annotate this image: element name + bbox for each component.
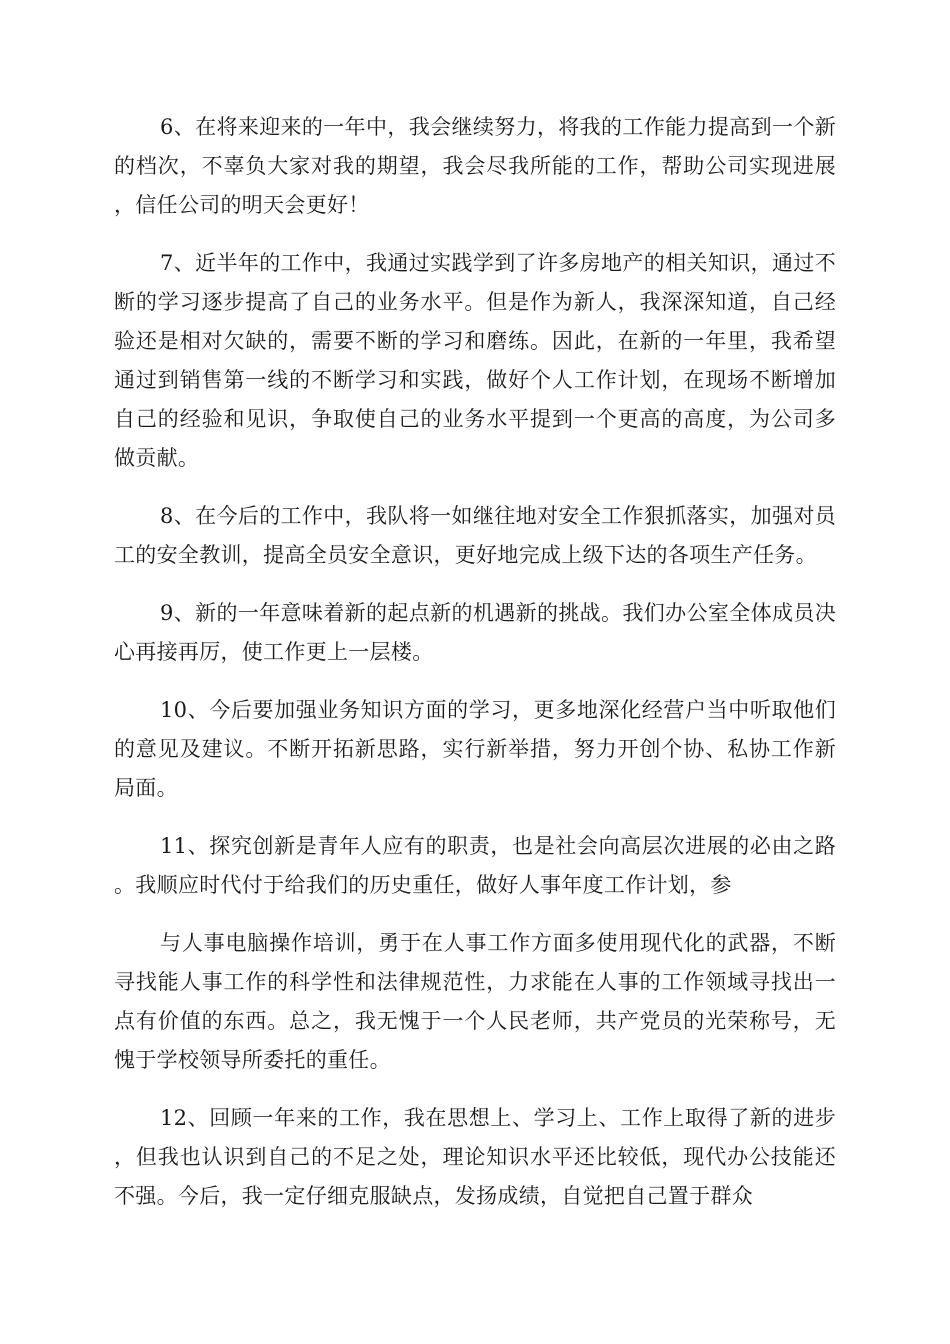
paragraph-10: 10、今后要加强业务知识方面的学习，更多地深化经营户当中听取他们的意见及建议。不断开拓新思路，实行新举措，努力开创个协、私协工作新局面。 <box>114 698 836 800</box>
paragraph-7: 7、近半年的工作中，我通过实践学到了许多房地产的相关知识，通过不断的学习逐步提高了自己的业务水平。但是作为新人，我深深知道，自己经验还是相对欠缺的，需要不断的学习和磨练。因此，在新的一年里，我希望通过到销售第一线的不断学习和实践，做好个人工作计划，在现场不断增加自己的经验和见识，争取使自己的业务水平提到一个更高的高度，为公司多做贡献。 <box>114 251 836 470</box>
paragraph-8: 8、在今后的工作中，我队将一如继往地对安全工作狠抓落实，加强对员工的安全教训，提高全员安全意识，更好地完成上级下达的各项生产任务。 <box>114 504 836 567</box>
paragraph-11-continued: 与人事电脑操作培训，勇于在人事工作方面多使用现代化的武器，不断寻找能人事工作的科学性和法律规范性，力求能在人事的工作领域寻找出一点有价值的东西。总之，我无愧于一个人民老师，共产党员的光荣称号，无愧于学校领导所委托的重任。 <box>114 931 836 1072</box>
paragraph-12: 12、回顾一年来的工作，我在思想上、学习上、工作上取得了新的进步，但我也认识到自己的不足之处，理论知识水平还比较低，现代办公技能还不强。今后，我一定仔细克服缺点，发扬成绩，自觉把自己置于群众 <box>114 1106 836 1208</box>
paragraph-9: 9、新的一年意味着新的起点新的机遇新的挑战。我们办公室全体成员决心再接再厉，使工作更上一层楼。 <box>114 601 836 664</box>
document-body <box>114 108 836 1235</box>
paragraph-6: 6、在将来迎来的一年中，我会继续努力，将我的工作能力提高到一个新的档次，不辜负大家对我的期望，我会尽我所能的工作，帮助公司实现进展，信任公司的明天会更好！ <box>114 115 836 217</box>
paragraph-11: 11、探究创新是青年人应有的职责，也是社会向高层次进展的必由之路。我顺应时代付于给我们的历史重任，做好人事年度工作计划，参 <box>114 834 836 897</box>
